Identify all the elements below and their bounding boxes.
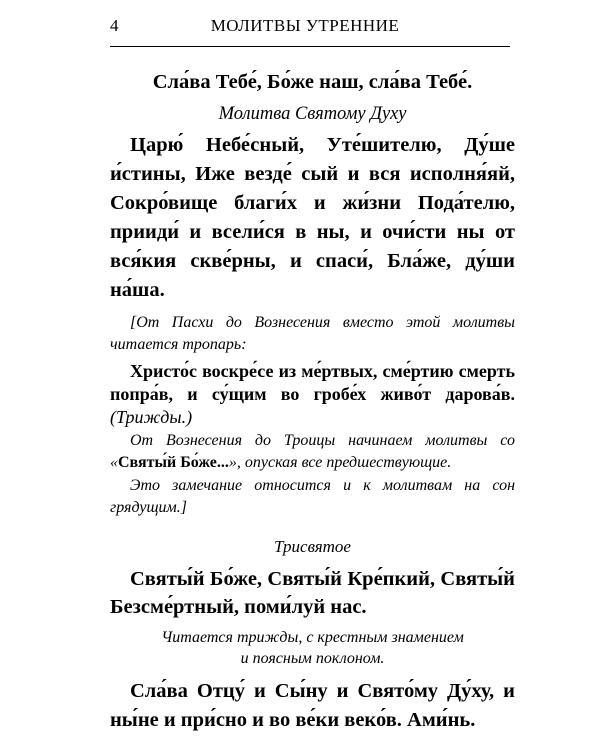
ascension-note-before: От Вознесения до Троицы начинаем молитвы со « <box>110 432 515 471</box>
thrice-note: (Трижды.) <box>110 407 193 427</box>
glory-doxology: Сла́ва Отцу́ и Сы́ну и Свято́му Ду́ху, и ны́не и при́сно и во ве́ки веко́в. Ами́нь. <box>110 680 515 731</box>
doxology: Сла́ва Тебе́, Бо́же наш, сла́ва Тебе́. <box>152 71 473 93</box>
holy-spirit-prayer: Царю́ Небе́сный, Уте́шителю, Ду́ше и́стины, Иже везде́ сый и вся исполня́яй, Сокро́вище благи́х и жи́зни Пода́телю, прииди́ и всели́ся в ны, и очи́сти ны от вся́кия скве́рны, и спаси́, Бла́же, ду́ши на́ша. <box>110 134 515 301</box>
running-title: МОЛИТВЫ УТРЕННИЕ <box>210 16 400 35</box>
troparion-text: Христо́с воскре́се из ме́ртвых, сме́ртию смерть попра́в, и су́щим во гробе́х живо́т дарова́в. <box>110 361 515 404</box>
paschal-note-intro: [От Пасхи до Вознесения вместо этой молитвы читается тропарь: <box>110 314 515 353</box>
page-content <box>110 66 515 735</box>
page-number: 4 <box>110 16 119 35</box>
ascension-note-after: », опуская все предшествующие. <box>228 454 452 471</box>
closing-note: Это замечание относится и к молитвам на сон грядущим.] <box>110 477 515 516</box>
trisagion-prayer: Святы́й Бо́же, Святы́й Кре́пкий, Святы́й Безсме́ртный, поми́луй нас. <box>110 568 515 618</box>
holy-spirit-title: Молитва Святому Духу <box>218 104 407 124</box>
trisagion-instruction <box>110 627 515 669</box>
ascension-note-prayer: Святы́й Бо́же... <box>118 454 229 471</box>
paschal-troparion <box>110 360 515 429</box>
trisagion-instruction-line-2: и поясным поклоном. <box>240 650 385 667</box>
trisagion-title: Трисвятое <box>274 537 351 556</box>
ascension-note <box>110 430 515 474</box>
trisagion-instruction-line-1: Читается трижды, с крестным знамением <box>161 629 464 646</box>
header-rule <box>110 46 510 47</box>
